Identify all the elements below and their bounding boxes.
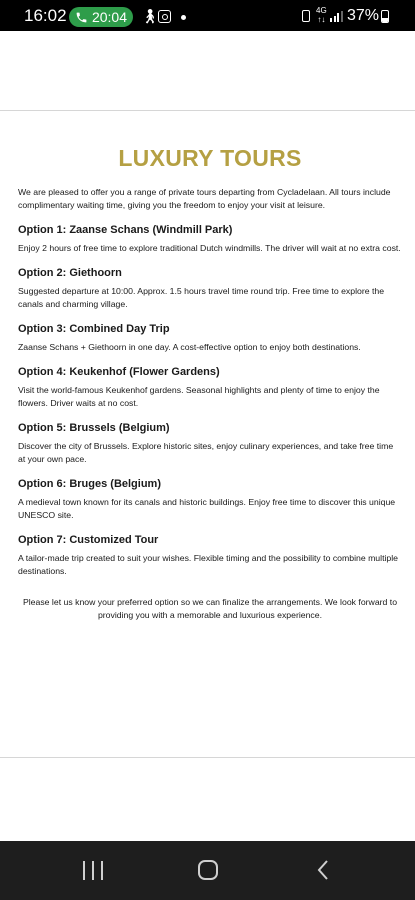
option-7 bbox=[18, 534, 402, 578]
option-description: A tailor-made trip created to suit your wishes. Flexible timing and the possibility to combine multiple destinations. bbox=[18, 553, 399, 576]
network-indicator bbox=[316, 6, 327, 24]
phone-icon bbox=[75, 11, 88, 24]
option-6 bbox=[18, 478, 402, 522]
page-top-divider bbox=[0, 110, 415, 111]
status-bar bbox=[0, 0, 415, 31]
option-title: Option 5: Brussels (Belgium) bbox=[18, 422, 170, 434]
back-icon[interactable] bbox=[316, 859, 330, 881]
closing-paragraph: Please let us know your preferred option so we can finalize the arrangements. We look forward to providing you with a memorable and luxurious experience. bbox=[22, 597, 398, 620]
navigation-bar bbox=[0, 841, 415, 900]
battery-saver-icon bbox=[302, 10, 310, 22]
call-timer: 20:04 bbox=[91, 9, 128, 25]
notification-dot-icon bbox=[181, 15, 186, 20]
intro-paragraph: We are pleased to offer you a range of private tours departing from Cycladelaan. All tours include complimentary waiting time, giving you the freedom to enjoy your visit at leisure. bbox=[18, 187, 391, 210]
clock: 16:02 bbox=[24, 6, 67, 25]
home-icon[interactable] bbox=[198, 860, 218, 880]
page-title: LUXURY TOURS bbox=[118, 145, 302, 171]
battery-icon bbox=[381, 10, 389, 23]
signal-icon bbox=[330, 11, 343, 22]
option-description: Visit the world-famous Keukenhof gardens. Seasonal highlights and plenty of time to enjoy the flowers. Driver waits at no cost. bbox=[18, 385, 380, 408]
walking-icon: 🚶︎ bbox=[141, 8, 159, 24]
recent-apps-icon[interactable] bbox=[83, 861, 103, 880]
network-type: 4G bbox=[316, 6, 327, 15]
option-description: Zaanse Schans + Giethoorn in one day. A cost-effective option to enjoy both destinations. bbox=[18, 342, 361, 352]
option-description: Suggested departure at 10:00. Approx. 1.5 hours travel time round trip. Free time to explore the canals and charming village. bbox=[18, 286, 385, 309]
option-1 bbox=[18, 224, 402, 255]
document-page bbox=[18, 145, 402, 622]
instagram-icon bbox=[158, 10, 171, 23]
option-description: A medieval town known for its canals and historic buildings. Enjoy free time to discover this unique UNESCO site. bbox=[18, 497, 396, 520]
option-title: Option 1: Zaanse Schans (Windmill Park) bbox=[18, 224, 233, 236]
option-title: Option 6: Bruges (Belgium) bbox=[18, 478, 161, 490]
option-5 bbox=[18, 422, 402, 466]
battery-percent: 37% bbox=[347, 7, 380, 24]
option-title: Option 4: Keukenhof (Flower Gardens) bbox=[18, 366, 220, 378]
option-title: Option 3: Combined Day Trip bbox=[18, 323, 170, 335]
network-activity: ↑↓ bbox=[317, 15, 326, 24]
page-bottom-divider bbox=[0, 757, 415, 758]
option-title: Option 7: Customized Tour bbox=[18, 534, 159, 546]
option-3 bbox=[18, 323, 402, 354]
option-title: Option 2: Giethoorn bbox=[18, 267, 122, 279]
ongoing-call-chip[interactable] bbox=[69, 7, 133, 27]
option-4 bbox=[18, 366, 402, 410]
option-2 bbox=[18, 267, 402, 311]
option-description: Discover the city of Brussels. Explore historic sites, enjoy culinary experiences, and take free time at your own pace. bbox=[18, 441, 394, 464]
option-description: Enjoy 2 hours of free time to explore traditional Dutch windmills. The driver will wait at no extra cost. bbox=[18, 243, 401, 253]
